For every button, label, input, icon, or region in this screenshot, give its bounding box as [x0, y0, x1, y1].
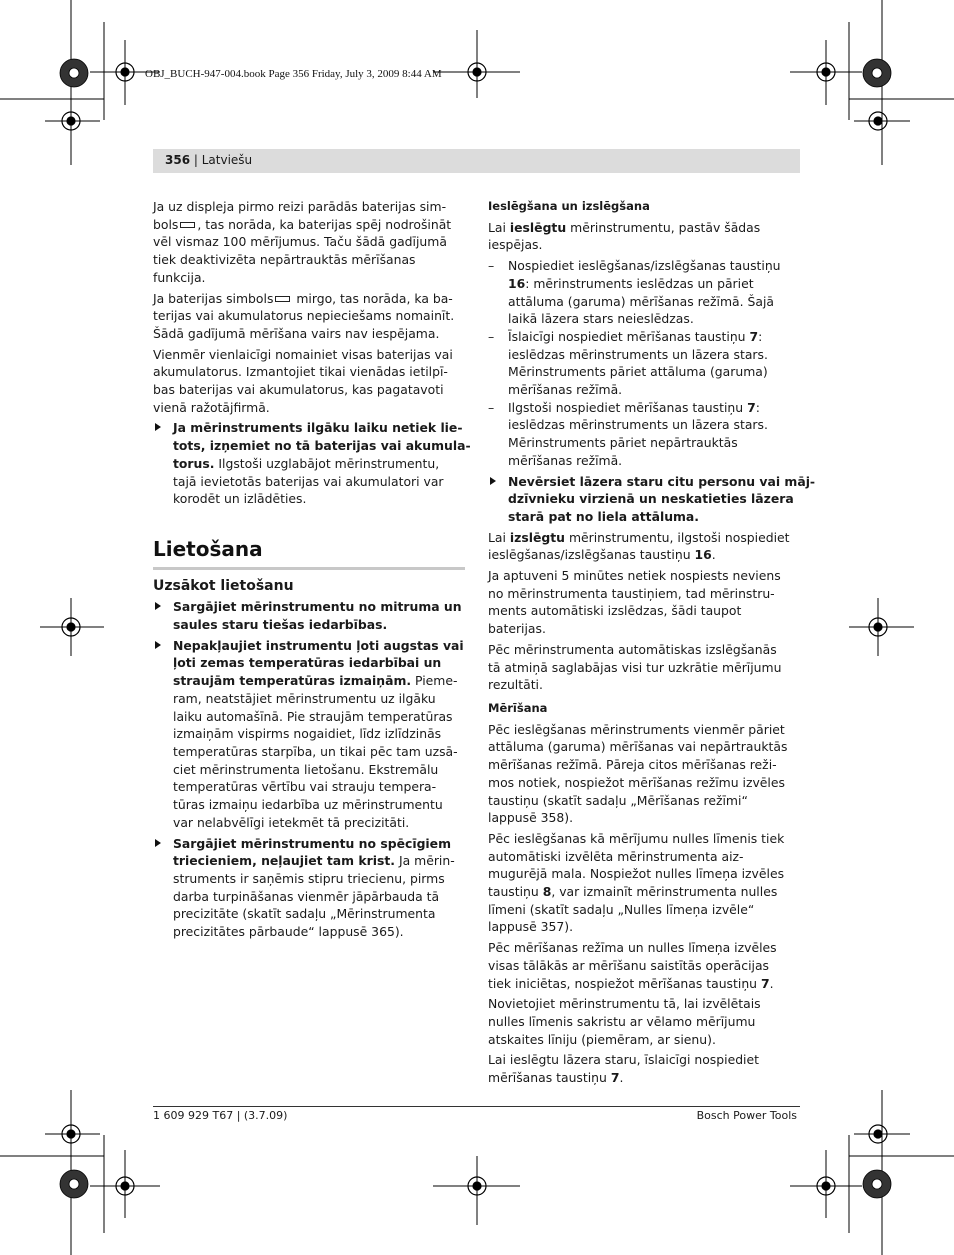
text-line: ments automātiski izslēdzas, šādi taupot: [488, 603, 742, 619]
text-line: Pēc ieslēgšanas kā mērījumu nulles līmenis tiek: [488, 830, 785, 846]
heading-on-off: Ieslēgšana un izslēgšana: [488, 199, 650, 213]
text-line: var nelabvēlīgi ietekmēt tā precizitāti.: [173, 814, 410, 830]
text-line: Pēc ieslēgšanas mērinstruments vienmēr pāriet: [488, 721, 785, 737]
text-line: ieslēdzas mērinstruments un lāzera stars.: [508, 346, 768, 362]
text-line: mugurējā mala. Nospiežot nulles līmeņa izvēles: [488, 866, 785, 882]
battery-blink-paragraph: [153, 290, 466, 343]
text-line: Novietojiet mērinstrumentu tā, lai izvēlētais: [488, 996, 761, 1012]
text-line: mos notiek, nospiežot mērīšanas režīmu izvēles: [488, 774, 785, 790]
text-line: mērīšanas režīmā. Pāreja citos mērīšanas reži-: [488, 757, 777, 773]
text-line: Sargājiet mērinstrumentu no mitruma un: [173, 599, 462, 615]
warning-bullet-temperature: [153, 637, 466, 832]
battery-first-paragraph: [153, 198, 466, 287]
text-line: lappusē 358).: [488, 810, 574, 826]
text-line: Nevērsiet lāzera staru citu personu vai māj-: [508, 473, 816, 489]
text-fragment: torus.: [173, 455, 215, 471]
text-line: laiku automašīnā. Pie straujām temperatūras: [173, 708, 453, 724]
text-line: Pēc mērinstrumenta automātiskas izslēgšanās: [488, 641, 777, 657]
text-fragment: :: [755, 399, 760, 415]
text-line: [153, 290, 466, 308]
text-line: Sargājiet mērinstrumentu no spēcīgiem: [173, 835, 451, 851]
text-fragment: Ja baterijas simbols: [153, 290, 274, 306]
text-line: [173, 672, 466, 690]
text-line: [508, 328, 802, 346]
warning-bullet-moisture: [153, 598, 466, 633]
text-line: [173, 455, 466, 473]
bullet-triangle-icon: [490, 477, 496, 485]
text-line: Lai ieslēgtu lāzera staru, īslaicīgi nospiediet: [488, 1052, 759, 1068]
page-number: 356: [165, 153, 191, 167]
battery-icon: [275, 296, 290, 302]
text-line: [488, 546, 802, 564]
bullet-triangle-icon: [155, 423, 161, 431]
text-line: automātiski izvēlēta mērinstrumenta aiz-: [488, 848, 744, 864]
dash-mark: –: [488, 258, 495, 274]
text-line: terijas vai akumulatorus nepieciešams nomainīt.: [153, 308, 455, 324]
text-line: Šādā gadījumā mērīšana vairs nav iespējama.: [153, 325, 440, 341]
text-line: vienā ražotājfirmā.: [153, 399, 270, 415]
section-rule: [153, 567, 465, 570]
text-line: tā atmiņā saglabājas visi tur uzkrātie mērījumu: [488, 659, 782, 675]
text-fragment: 7: [749, 328, 759, 344]
text-line: attāluma (garuma) mērīšanas vai nepārtrauktās: [488, 739, 788, 755]
text-line: rezultāti.: [488, 677, 543, 693]
text-line: Ja aptuveni 5 minūtes netiek nospiests neviens: [488, 568, 781, 584]
text-fragment: 7: [747, 399, 756, 415]
text-line: ieslēdzas mērinstruments un lāzera stars.: [508, 417, 768, 433]
text-fragment: .: [619, 1070, 624, 1086]
text-line: izmaiņām vispirms nogaidiet, līdz izlīdzinās: [173, 726, 442, 742]
dash-item-short-press: [488, 328, 802, 399]
text-line: laikā lāzera stars neieslēdzas.: [508, 311, 694, 327]
text-line: vēl vismaz 100 mērījumus. Taču šādā gadījumā: [153, 234, 447, 250]
header-text: [165, 153, 252, 167]
text-line: Ja mērinstruments ilgāku laiku netiek lie-: [173, 420, 463, 436]
text-line: precizitātes pārbaude“ lappusē 365).: [173, 924, 404, 940]
text-line: ram, neatstājiet mērinstrumentu uz ilgāku: [173, 690, 436, 706]
text-fragment: bols: [153, 216, 179, 232]
text-line: darba turpināšanas vienmēr jāpārbauda tā: [173, 888, 440, 904]
text-line: no mērinstrumenta taustiņiem, tad mērinstru-: [488, 585, 775, 601]
section-title: Lietošana: [153, 536, 263, 561]
text-fragment: tiek iniciētas, nospiežot mērīšanas taustiņu: [488, 975, 761, 991]
text-fragment: mērīšanas taustiņu: [488, 1070, 611, 1086]
bullet-triangle-icon: [155, 839, 161, 847]
text-fragment: Ja mērin-: [395, 853, 455, 869]
text-line: taustiņu (skatīt sadaļu „Mērīšanas režīmi“: [488, 792, 748, 808]
text-line: [488, 975, 802, 993]
dash-mark: –: [488, 328, 495, 344]
text-line: temperatūras vērtību vai strauju tempera-: [173, 779, 437, 795]
header-language: Latviešu: [201, 153, 253, 167]
text-line: saules staru tiešas iedarbības.: [173, 617, 388, 633]
text-line: akumulatorus. Izmantojiet tikai vienādas ietilpī-: [153, 364, 448, 380]
text-line: [488, 1069, 802, 1087]
text-line: ļoti zemas temperatūras iedarbībai un: [173, 655, 442, 671]
text-fragment: ieslēgšanas/izslēgšanas taustiņu: [488, 547, 695, 563]
running-header: [153, 149, 800, 173]
text-line: tiek deaktivizēta nepārtrauktās mērīšanas: [153, 252, 416, 268]
footer-brand: Bosch Power Tools: [696, 1109, 797, 1122]
warning-bullet-laser: [488, 473, 816, 526]
text-line: struments ir saņēmis stipru triecienu, pirms: [173, 870, 445, 886]
text-line: [508, 399, 802, 417]
text-fragment: taustiņu: [488, 884, 543, 900]
text-line: Vienmēr vienlaicīgi nomainiet visas baterijas vai: [153, 346, 453, 362]
text-line: Ja uz displeja pirmo reizi parādās baterijas sim-: [153, 199, 447, 214]
text-line: Mērinstruments pāriet attāluma (garuma): [508, 364, 768, 380]
text-line: mērīšanas režīmā.: [508, 382, 623, 398]
switch-off-paragraph: [488, 529, 802, 564]
heading-measuring: Mērīšana: [488, 700, 548, 715]
text-line: Pēc mērīšanas režīma un nulles līmeņa izvēles: [488, 940, 777, 956]
text-fragment: , tas norāda, ka baterijas spēj nodrošināt: [197, 216, 452, 232]
text-line: attāluma (garuma) mērīšanas režīmā. Šajā: [508, 293, 775, 309]
measuring-paragraph-4: [488, 995, 802, 1048]
text-fragment: 8: [542, 884, 552, 900]
text-line: visas tālākās ar mērīšanu saistītās operācijas: [488, 957, 770, 973]
text-fragment: mirgo, tas norāda, ka ba-: [292, 290, 453, 306]
text-line: baterijas.: [488, 621, 546, 637]
text-line: [488, 529, 802, 547]
subsection-title: Uzsākot lietošanu: [153, 577, 294, 594]
right-column: [488, 198, 816, 1090]
text-fragment: Lai: [488, 529, 510, 545]
text-fragment: .: [711, 547, 716, 563]
text-line: līmeni (skatīt sadaļu „Nulles līmeņa izvēle“: [488, 901, 755, 917]
text-fragment: , var izmainīt mērinstrumenta nulles: [551, 884, 778, 900]
text-line: atskaites līniju (piemēram, ar sienu).: [488, 1031, 716, 1047]
text-fragment: ieslēgtu: [509, 219, 567, 235]
text-line: Nospiediet ieslēgšanas/izslēgšanas taustiņu: [508, 258, 781, 274]
text-fragment: Ilgstoši nospiediet mērīšanas taustiņu: [508, 399, 748, 415]
text-fragment: 7: [760, 975, 770, 991]
text-fragment: Pieme-: [411, 673, 458, 689]
text-line: korodēt un izlādēties.: [173, 491, 307, 507]
text-line: iespējas.: [488, 237, 543, 253]
measuring-paragraph-1: [488, 721, 802, 827]
text-fragment: Īslaicīgi nospiediet mērīšanas taustiņu: [508, 328, 750, 344]
text-fragment: .: [769, 975, 774, 991]
text-line: [173, 852, 466, 870]
text-fragment: 16: [508, 275, 526, 291]
text-fragment: Lai: [488, 219, 510, 235]
bullet-triangle-icon: [155, 641, 161, 649]
text-line: mērīšanas režīmā.: [508, 452, 623, 468]
on-intro-paragraph: [488, 219, 802, 254]
text-fragment: Ilgstoši uzglabājot mērinstrumentu,: [214, 455, 440, 471]
text-line: temperatūras starpība, un tikai pēc tam uzsā-: [173, 743, 458, 759]
replace-batteries-paragraph: [153, 346, 466, 417]
text-fragment: straujām temperatūras izmaiņām.: [173, 673, 412, 689]
text-line: nulles līmenis sakristu ar vēlamo mērījumu: [488, 1013, 756, 1029]
text-line: tajā ievietotās baterijas vai akumulatori var: [173, 473, 444, 489]
text-line: lappusē 357).: [488, 919, 574, 935]
auto-off-paragraph: [488, 567, 802, 638]
dash-mark: –: [488, 399, 495, 415]
dash-item-long-press: [488, 399, 802, 470]
bullet-triangle-icon: [155, 602, 161, 610]
text-fragment: :: [758, 328, 763, 344]
measuring-paragraph-2: [488, 830, 802, 936]
warning-bullet-batteries: [153, 419, 471, 508]
text-fragment: triecieniem, neļaujiet tam krist.: [173, 853, 395, 869]
text-line: bas baterijas vai akumulatorus, kas pagatavoti: [153, 382, 444, 398]
text-line: precizitāte (skatīt sadaļu „Mērinstrumenta: [173, 906, 436, 922]
text-fragment: izslēgtu: [509, 529, 565, 545]
text-fragment: 16: [694, 547, 712, 563]
text-line: Nepakļaujiet instrumentu ļoti augstas vai: [173, 637, 464, 653]
measuring-paragraph-3: [488, 939, 802, 992]
text-line: ciet mērinstrumenta lietošanu. Ekstremālu: [173, 761, 439, 777]
text-line: [153, 216, 466, 234]
warning-bullet-impact: [153, 835, 466, 941]
text-line: tots, izņemiet no tā baterijas vai akumula-: [173, 438, 471, 454]
left-column: [153, 198, 471, 944]
text-line: [488, 219, 802, 237]
text-line: funkcija.: [153, 269, 206, 285]
text-line: [488, 883, 802, 901]
text-fragment: : mērinstruments ieslēdzas un pāriet: [525, 275, 754, 291]
footer-doc-number: 1 609 929 T67 | (3.7.09): [153, 1109, 288, 1122]
measuring-paragraph-5: [488, 1051, 802, 1086]
text-line: Mērinstruments pāriet nepārtrauktās: [508, 435, 738, 451]
memory-paragraph: [488, 641, 802, 694]
dash-item-on-off-button: [488, 257, 802, 328]
text-line: dzīvnieku virzienā un neskatieties lāzera: [508, 491, 794, 507]
header-separator: |: [190, 153, 202, 167]
print-header: OBJ_BUCH-947-004.book Page 356 Friday, July 3, 2009 8:44 AM: [145, 68, 442, 80]
text-line: starā pat no liela attāluma.: [508, 508, 699, 524]
text-line: tūras izmaiņu iedarbība uz mērinstrumentu: [173, 797, 443, 813]
text-fragment: mērinstrumentu, pastāv šādas: [566, 219, 761, 235]
battery-icon: [180, 222, 195, 228]
footer-rule: [153, 1106, 800, 1107]
text-fragment: mērinstrumentu, ilgstoši nospiediet: [565, 529, 790, 545]
text-fragment: 7: [610, 1070, 620, 1086]
text-line: [508, 275, 802, 293]
